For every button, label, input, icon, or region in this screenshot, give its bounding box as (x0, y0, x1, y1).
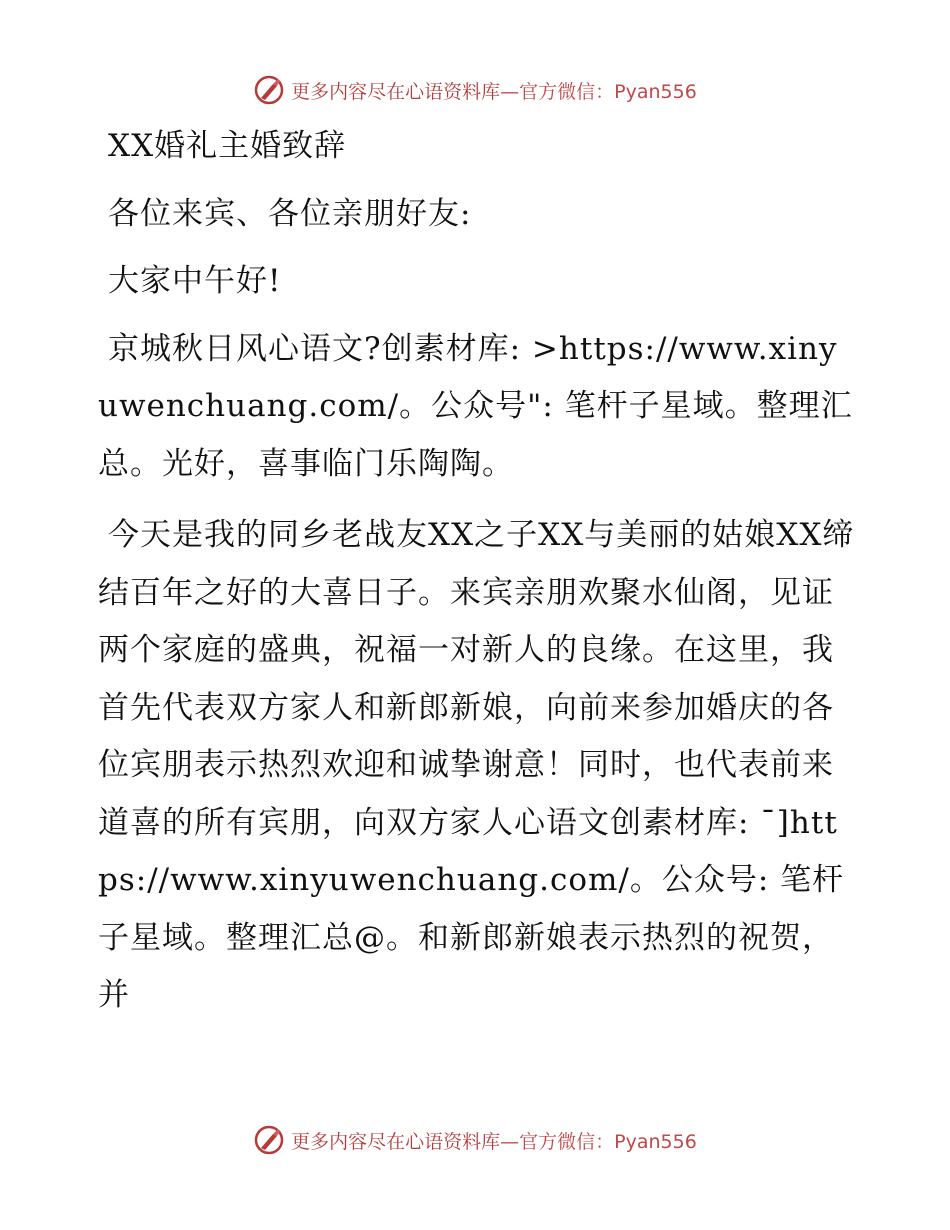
banner-separator: — (500, 1130, 520, 1153)
pen-logo-icon (253, 74, 285, 106)
paragraph-2: 今天是我的同乡老战友XX之子XX与美丽的姑娘XX缔结百年之好的大喜日子。来宾亲朋欢聚水仙阁，见证两个家庭的盛典，祝福一对新人的良缘。在这里，我首先代表双方家人和新郎新娘，向前来参加婚庆的各位宾朋表示热烈欢迎和诚挚谢意！同时，也代表前来道喜的所有宾朋，向双方家人心语文创素材库: ¯]https://www.xinyuwenchuang.com/。公众号: 笔杆子星域。整理汇总@。和新郎新娘表示热烈的祝贺，并 (98, 517, 855, 1013)
pen-logo-icon (253, 1124, 285, 1156)
document-title: XX婚礼主婚致辞 (108, 128, 347, 164)
salutation: 各位来宾、各位亲朋好友: (108, 195, 472, 232)
banner-text (291, 1127, 697, 1154)
banner-slogan: 更多内容尽在心语资料库 (291, 80, 501, 103)
document-body (98, 118, 858, 1039)
banner-separator: — (500, 80, 520, 103)
greeting: 大家中午好! (108, 263, 282, 299)
banner-wechat: 官方微信：Pyan556 (519, 80, 697, 103)
paragraph-1: 京城秋日风心语文?创素材库: >https://www.xinyuwenchuang.com/。公众号": 笔杆子星域。整理汇总。光好，喜事临门乐陶陶。 (98, 330, 853, 482)
banner-wechat: 官方微信：Pyan556 (519, 1130, 697, 1153)
header-banner (0, 70, 950, 110)
footer-banner (0, 1120, 950, 1160)
banner-slogan: 更多内容尽在心语资料库 (291, 1130, 501, 1153)
banner-text (291, 77, 697, 104)
